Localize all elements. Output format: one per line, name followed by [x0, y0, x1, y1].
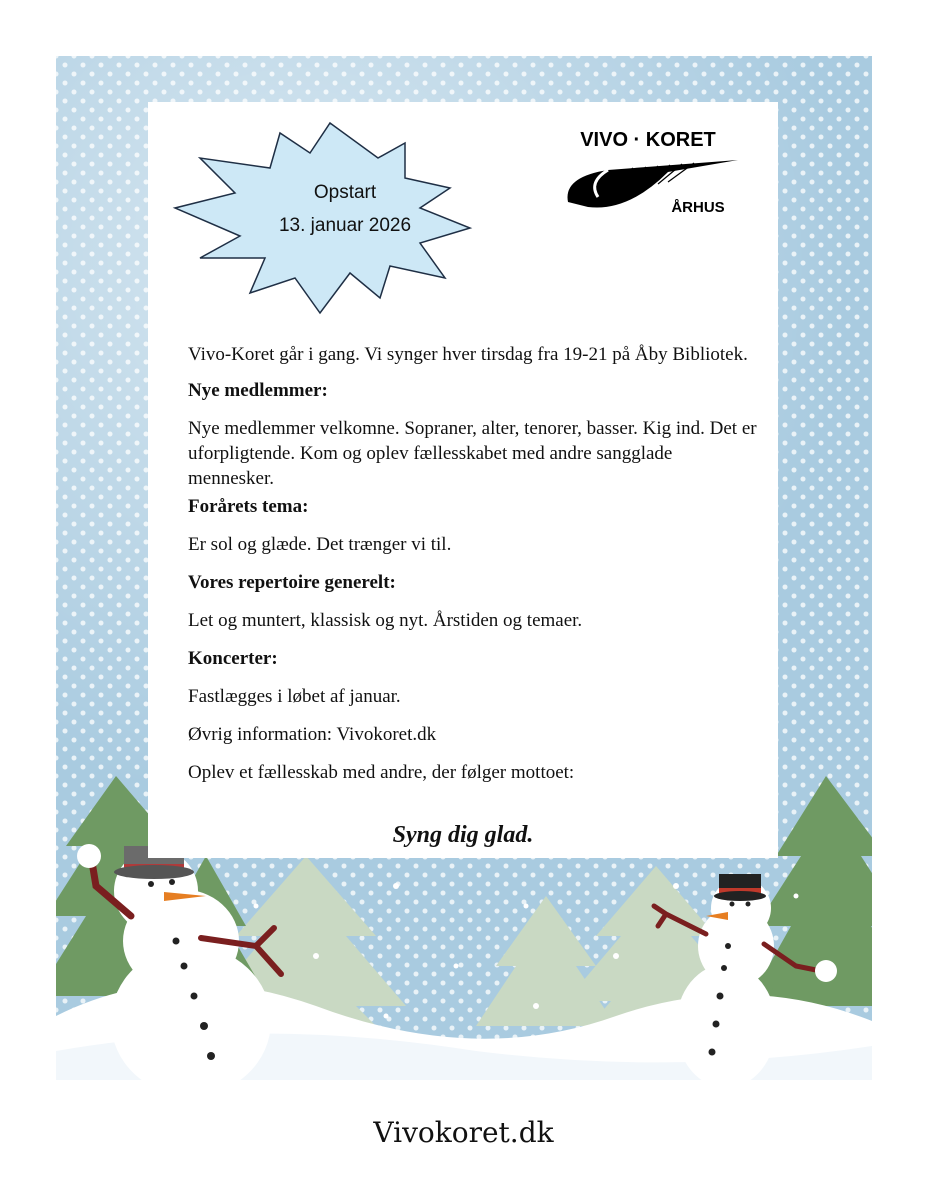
footer-website: Vivokoret.dk: [373, 1116, 554, 1149]
starburst-line2: 13. januar 2026: [278, 215, 412, 236]
notice-sheet: [148, 102, 778, 858]
logo-name: VIVO · KORET: [580, 129, 716, 151]
intro-text: Vivo-Koret går i gang. Vi synger hver tirsdag fra 19-21 på Åby Bibliotek.: [188, 344, 748, 365]
heading-repertoire: Vores repertoire generelt:: [188, 572, 396, 593]
starburst-badge: [170, 118, 530, 318]
choir-logo: [548, 122, 748, 232]
info-text: Øvrig information: Vivokoret.dk: [188, 724, 437, 745]
poster-background: [56, 56, 872, 1080]
text-concerts: Fastlægges i løbet af januar.: [188, 686, 401, 707]
closing-text: Oplev et fællesskab med andre, der følger mottoet:: [188, 762, 575, 783]
text-repertoire: Let og muntert, klassisk og nyt. Årstiden og temaer.: [188, 610, 583, 631]
logo-city: ÅRHUS: [671, 199, 725, 216]
heading-concerts: Koncerter:: [188, 648, 278, 669]
heading-new-members: Nye medlemmer:: [188, 380, 328, 401]
text-new-members: Nye medlemmer velkomne. Sopraner, alter, tenorer, basser. Kig ind. Det er uforpligtende. Kom og oplev fællesskabet med andre sangglade mennesker.: [188, 418, 757, 489]
notice-body: [188, 342, 758, 798]
text-spring-theme: Er sol og glæde. Det trænger vi til.: [188, 534, 452, 555]
heading-spring-theme: Forårets tema:: [188, 496, 309, 517]
starburst-line1: Opstart: [313, 182, 377, 203]
motto: Syng dig glad.: [392, 822, 534, 848]
